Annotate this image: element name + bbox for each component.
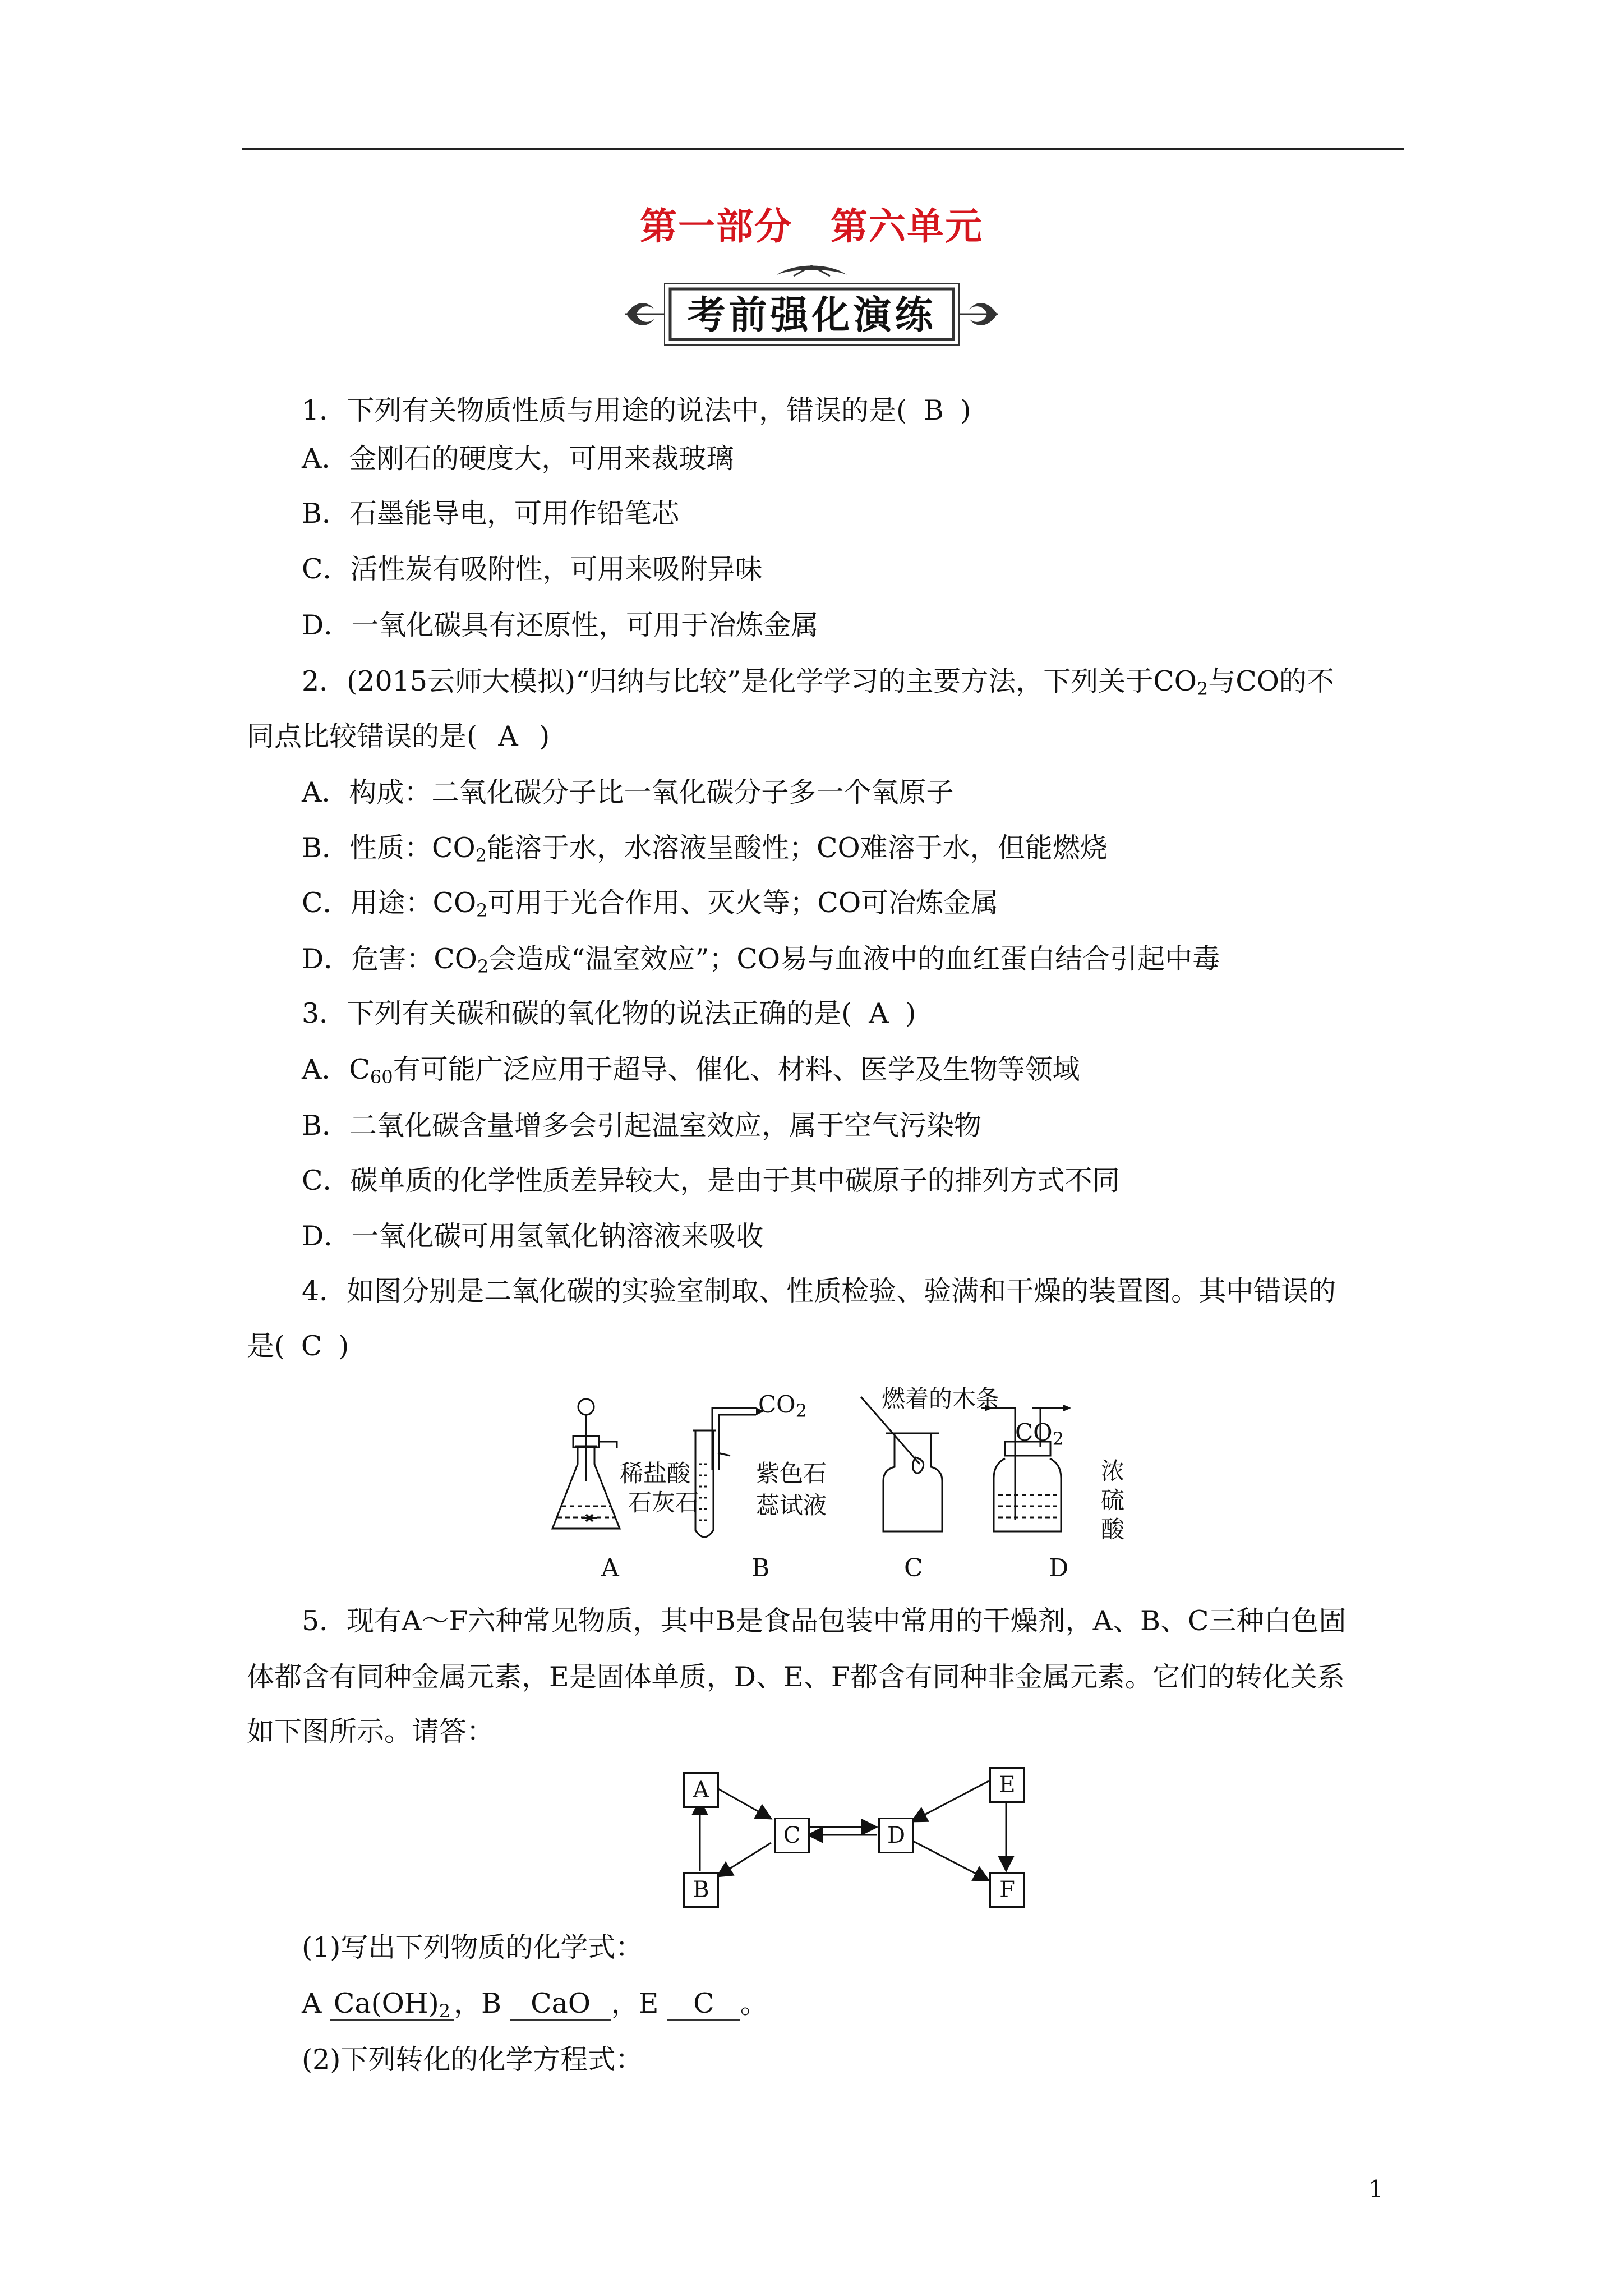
answer-blank-a: $Ca(OH)_2$ (330, 1989, 454, 2021)
label-dilute-hcl: 稀盐酸 (620, 1460, 691, 1487)
q1-option-a: A．金刚石的硬度大，可用来裁玻璃 (302, 443, 734, 475)
caption-d: D (1049, 1554, 1069, 1582)
q5-stem-2: 体都含有同种金属元素，E是固体单质，D、E、F都含有同种非金属元素。它们的转化关系 (247, 1661, 1345, 1693)
q4-answer: C (301, 1330, 322, 1362)
caption-a: A (601, 1554, 619, 1582)
label-burning-splint: 燃着的木条 (882, 1385, 1000, 1412)
label-b-co2: $CO_2$ (758, 1391, 807, 1421)
q3-option-b: B．二氧化碳含量增多会引起温室效应，属于空气污染物 (302, 1110, 982, 1142)
q2-option-d: D．危害：$CO_2$会造成“温室效应”；CO易与血液中的血红蛋白结合引起中毒 (302, 943, 1220, 977)
answer-blank-e: C (667, 1989, 740, 2021)
header-rule (242, 148, 1404, 150)
caption-b: B (751, 1554, 770, 1582)
q4-stem-continued: 是( C ) (247, 1328, 349, 1364)
q3-option-d: D．一氧化碳可用氢氧化钠溶液来吸收 (302, 1220, 764, 1252)
q5-answer-line: A $Ca(OH)_2$ ，B CaO ，E C 。 (302, 1987, 768, 2022)
q1-option-c: C．活性炭有吸附性，可用来吸附异味 (302, 553, 763, 585)
q5-part2: (2)下列转化的化学方程式： (302, 2044, 643, 2076)
q1-option-b: B．石墨能导电，可用作铅笔芯 (302, 498, 680, 530)
label-litmus-1: 紫色石 (756, 1460, 827, 1487)
label-litmus-2: 蕊试液 (756, 1492, 827, 1519)
q2-stem-continued: 同点比较错误的是( A ) (247, 719, 550, 754)
label-conc-sulfuric-3: 酸 (1100, 1516, 1124, 1543)
label-conc-sulfuric-1: 浓 (1100, 1457, 1124, 1485)
page-number: 1 (1368, 2175, 1384, 2203)
q5-part1: (1)写出下列物质的化学式： (302, 1931, 643, 1963)
q1-option-d: D．一氧化碳具有还原性，可用于冶炼金属 (302, 609, 819, 641)
page-title: 第一部分 第六单元 (640, 204, 983, 248)
node-d: D (878, 1818, 914, 1853)
q2-option-a: A．构成：二氧化碳分子比一氧化碳分子多一个氧原子 (302, 776, 954, 808)
answer-blank-b: CaO (510, 1989, 611, 2021)
q2-option-c: C．用途：$CO_2$可用于光合作用、灭火等；CO可冶炼金属 (302, 887, 999, 921)
label-limestone: 石灰石 (628, 1489, 699, 1516)
q2-option-b: B．性质：$CO_2$能溶于水，水溶液呈酸性；CO难溶于水，但能燃烧 (302, 832, 1108, 866)
q1-stem: 1．下列有关物质性质与用途的说法中，错误的是( B ) (302, 393, 971, 429)
banner-title: 考前强化演练 (687, 293, 937, 338)
q1-answer: B (923, 394, 944, 426)
label-d-co2: $CO_2$ (1015, 1419, 1064, 1450)
node-c: C (774, 1818, 810, 1853)
q5-stem: 5．现有A～F六种常见物质，其中B是食品包装中常用的干燥剂，A、B、C三种白色固 (302, 1605, 1347, 1637)
node-b: B (683, 1872, 719, 1908)
q3-stem: 3．下列有关碳和碳的氧化物的说法正确的是( A ) (302, 996, 916, 1032)
node-a: A (683, 1772, 719, 1808)
q3-answer: A (869, 997, 889, 1029)
q5-stem-3: 如下图所示。请答： (247, 1715, 495, 1747)
node-e: E (989, 1767, 1025, 1803)
q4-stem: 4．如图分别是二氧化碳的实验室制取、性质检验、验满和干燥的装置图。其中错误的 (302, 1275, 1336, 1307)
q3-option-a: A．$C_{60}$有可能广泛应用于超导、催化、材料、医学及生物等领域 (302, 1053, 1080, 1088)
q3-option-c: C．碳单质的化学性质差异较大，是由于其中碳原子的排列方式不同 (302, 1165, 1120, 1197)
node-f: F (989, 1872, 1025, 1908)
label-conc-sulfuric-2: 硫 (1100, 1487, 1124, 1514)
q2-answer: A (498, 720, 518, 752)
conversion-diagram-arrows (681, 1764, 1029, 1916)
caption-c: C (904, 1554, 923, 1582)
q2-stem: 2．(2015云师大模拟)“归纳与比较”是化学学习的主要方法，下列关于$CO_2$与CO的不 (302, 665, 1334, 700)
